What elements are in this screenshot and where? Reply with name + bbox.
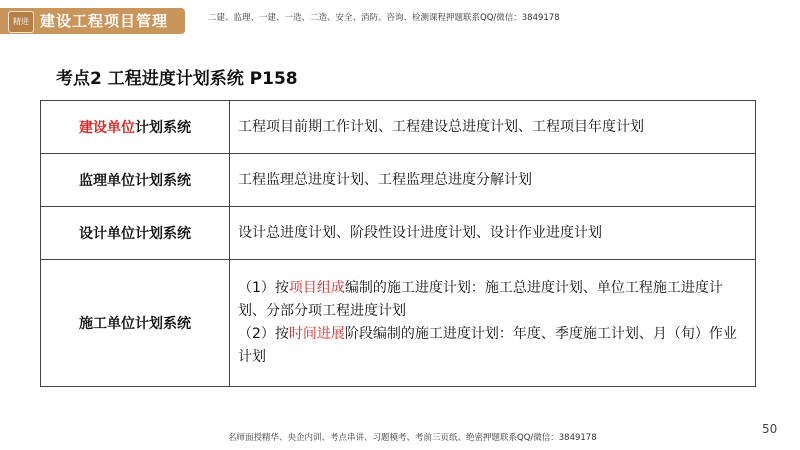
- row-content: 工程监理总进度计划、工程监理总进度分解计划: [230, 154, 756, 207]
- label-emphasis: 建设单位: [79, 120, 135, 136]
- row-content: 设计总进度计划、阶段性设计进度计划、设计作业进度计划: [230, 207, 756, 260]
- row-label: 设计单位计划系统: [41, 207, 230, 260]
- top-contact-note: 二建、监理、一建、一造、二造、安全、消防、咨询、检测课程押题联系QQ/微信：3849178: [208, 13, 560, 23]
- page-number: 50: [762, 422, 778, 436]
- course-title: 建设工程项目管理: [40, 12, 169, 30]
- row-label: 监理单位计划系统: [41, 154, 230, 207]
- paragraph-1: [238, 277, 747, 323]
- table-row: [41, 154, 756, 207]
- p2-emphasis: 时间进展: [288, 326, 345, 342]
- row-content: 工程项目前期工作计划、工程建设总进度计划、工程项目年度计划: [230, 101, 756, 154]
- footer-contact-note: 名师面授精华、央企内训、考点串讲、习题模考、考前三页纸、绝密押题联系QQ/微信：3849178: [228, 433, 597, 443]
- p1-emphasis: 项目组成: [288, 280, 345, 296]
- slide-heading: 考点2 工程进度计划系统 P158: [56, 69, 298, 89]
- p1-suffix: 编制的施工进度计划：施工总进度计划、单位工程施工进度计划、分部分项工程进度计划: [238, 280, 723, 319]
- row-label: [41, 101, 230, 154]
- row-content: [230, 260, 756, 387]
- label-rest: 计划系统: [135, 120, 191, 136]
- logo-badge: 精进: [8, 11, 34, 33]
- p1-prefix: （1）按: [238, 280, 289, 296]
- plan-system-table: [40, 100, 756, 387]
- table-row: [41, 207, 756, 260]
- p2-suffix: 阶段编制的施工进度计划：年度、季度施工计划、月（旬）作业计划: [238, 326, 737, 365]
- paragraph-2: [238, 323, 747, 369]
- row-label: 施工单位计划系统: [41, 260, 230, 387]
- table-row: [41, 260, 756, 387]
- table-row: [41, 101, 756, 154]
- p2-prefix: （2）按: [238, 326, 289, 342]
